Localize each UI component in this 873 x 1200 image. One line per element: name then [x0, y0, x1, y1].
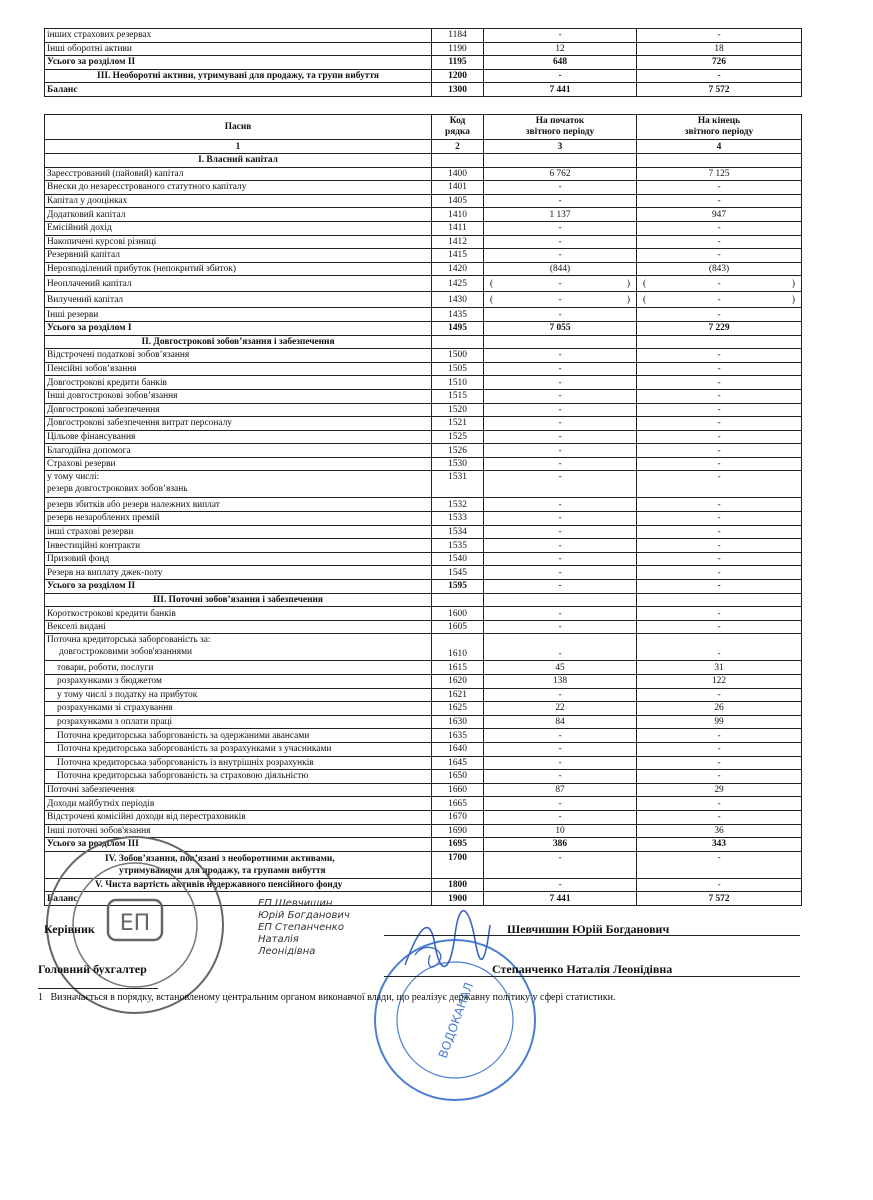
section-longterm: II. Довгострокові зобов’язання і забезпечення [45, 335, 802, 349]
svg-text:ВОДОКАНАЛ: ВОДОКАНАЛ [435, 980, 477, 1061]
table-row: Неоплачений капітал 1425 ( - ) ( - ) [45, 276, 802, 292]
table-row: Поточні забезпечення 1660 87 29 [45, 783, 802, 797]
section-equity: I. Власний капітал [45, 154, 802, 168]
table-row: розрахунками зі страхування 1625 22 26 [45, 702, 802, 716]
table-row: Емісійний дохід 1411 - - [45, 221, 802, 235]
table-row: Усього за розділом II 1195 648 726 [45, 56, 802, 70]
assets-tail-table [44, 28, 802, 97]
table-row: у тому числі: резерв довгострокових зобов’язань 1531 - - [45, 471, 802, 498]
liabilities-table [44, 114, 802, 906]
table-row: Вилучений капітал 1430 ( - ) ( - ) [45, 292, 802, 308]
table-row: Пенсійні зобов’язання 1505 - - [45, 362, 802, 376]
table-row: Поточна кредиторська заборгованість за страховою діяльністю 1650 - - [45, 770, 802, 784]
table-row: Довгострокові забезпечення 1520 - - [45, 403, 802, 417]
table-row: розрахунками з оплати праці 1630 84 99 [45, 715, 802, 729]
table-row: Призовий фонд 1540 - - [45, 552, 802, 566]
table-row: у тому числі з податку на прибуток 1621 - - [45, 688, 802, 702]
table-row: Поточна кредиторська заборгованість за: довгостроковими зобов'язаннями 1610 - - [45, 634, 802, 661]
section-pension-fund: V. Чиста вартість активів недержавного пенсійного фонду 1800 - - [45, 878, 802, 892]
table-row: Інші поточні зобов'язання 1690 10 36 [45, 824, 802, 838]
handwritten-signature [395, 905, 495, 980]
table-row: Інші оборотні активи 1190 12 18 [45, 42, 802, 56]
table-row: Короткострокові кредити банків 1600 - - [45, 607, 802, 621]
table-row: Баланс 1300 7 441 7 572 [45, 83, 802, 97]
table-row: Інші резерви 1435 - - [45, 308, 802, 322]
table-row: Поточна кредиторська заборгованість із внутрішніх розрахунків 1645 - - [45, 756, 802, 770]
table-row: Поточна кредиторська заборгованість за розрахунками з учасниками 1640 - - [45, 742, 802, 756]
svg-text:ЕП: ЕП [119, 911, 151, 936]
table-row: Накопичені курсові різниці 1412 - - [45, 235, 802, 249]
table-row: Поточна кредиторська заборгованість за одержаними авансами 1635 - - [45, 729, 802, 743]
table-row: Інвестиційні контракти 1535 - - [45, 539, 802, 553]
table-row: Усього за розділом II 1595 - - [45, 580, 802, 594]
section-current: ІІІ. Поточні зобов’язання і забезпечення [45, 593, 802, 607]
table-row: Векселі видані 1605 - - [45, 620, 802, 634]
accountant-label: Головний бухгалтер [38, 962, 147, 976]
table-row: Страхові резерви 1530 - - [45, 457, 802, 471]
table-row: Капітал у дооцінках 1405 - - [45, 194, 802, 208]
table-row: Доходи майбутніх періодів 1665 - - [45, 797, 802, 811]
table-row: Зареєстрований (пайовий) капітал 1400 6 762 7 125 [45, 167, 802, 181]
table-row: Довгострокові забезпечення витрат персоналу 1521 - - [45, 417, 802, 431]
table-row: Додатковий капітал 1410 1 137 947 [45, 208, 802, 222]
footnote-divider [38, 988, 158, 989]
table-row: Інші довгострокові зобов’язання 1515 - - [45, 389, 802, 403]
header-start: На початок звітного періоду [484, 115, 637, 140]
table-row: Благодійна допомога 1526 - - [45, 444, 802, 458]
table-row: інші страхові резерви 1534 - - [45, 525, 802, 539]
header-end: На кінець звітного періоду [637, 115, 802, 140]
table-row: Усього за розділом I 1495 7 055 7 229 [45, 321, 802, 335]
table-row: Резерв на виплату джек-поту 1545 - - [45, 566, 802, 580]
table-row: Цільове фінансування 1525 - - [45, 430, 802, 444]
section-held-for-sale: IV. Зобов’язання, пов’язані з необоротними активами, утримуваними для продажу, та групами вибуття 1700 - - [45, 851, 802, 878]
table-row: Внески до незареєстрованого статутного капіталу 1401 - - [45, 181, 802, 195]
table-row: резерв незароблених премій 1533 - - [45, 512, 802, 526]
column-number-row: 1 2 3 4 [45, 140, 802, 154]
table-row: інших страхових резервах 1184 - - [45, 29, 802, 43]
footnote: 1 Визначається в порядку, встановленому центральним органом виконавчої влади, що реалізує державну політику у сфері статистики. [38, 992, 616, 1003]
head-name: Шевчишин Юрій Богданович [507, 922, 670, 936]
accountant-name: Степанченко Наталія Леонідівна [492, 962, 673, 976]
table-row: Нерозподілений прибуток (непокритий збиток) 1420 (844) (843) [45, 262, 802, 276]
table-row: резерв збитків або резерв належних виплат 1532 - - [45, 498, 802, 512]
head-label: Керівник [44, 922, 95, 936]
table-row: Усього за розділом ІІІ 1695 386 343 [45, 838, 802, 852]
table-row: Довгострокові кредити банків 1510 - - [45, 376, 802, 390]
table-row: товари, роботи, послуги 1615 45 31 [45, 661, 802, 675]
electronic-signature-text: ЕП Шевчишин Юрій Богданович ЕП Степанченко Наталія Леонідівна [258, 898, 350, 957]
table-row: III. Необоротні активи, утримувані для продажу, та групи вибуття 1200 - - [45, 69, 802, 83]
header-code: Код рядка [432, 115, 484, 140]
table-row: Відстрочені податкові зобов’язання 1500 - - [45, 349, 802, 363]
table-row: Резервний капітал 1415 - - [45, 249, 802, 263]
table-header-row [45, 115, 802, 140]
table-row: Відстрочені комісійні доходи від перестраховиків 1670 - - [45, 810, 802, 824]
balance-row: Баланс 1900 7 441 7 572 [45, 892, 802, 906]
header-liabilities: Пасив [45, 115, 432, 140]
table-row: розрахунками з бюджетом 1620 138 122 [45, 675, 802, 689]
